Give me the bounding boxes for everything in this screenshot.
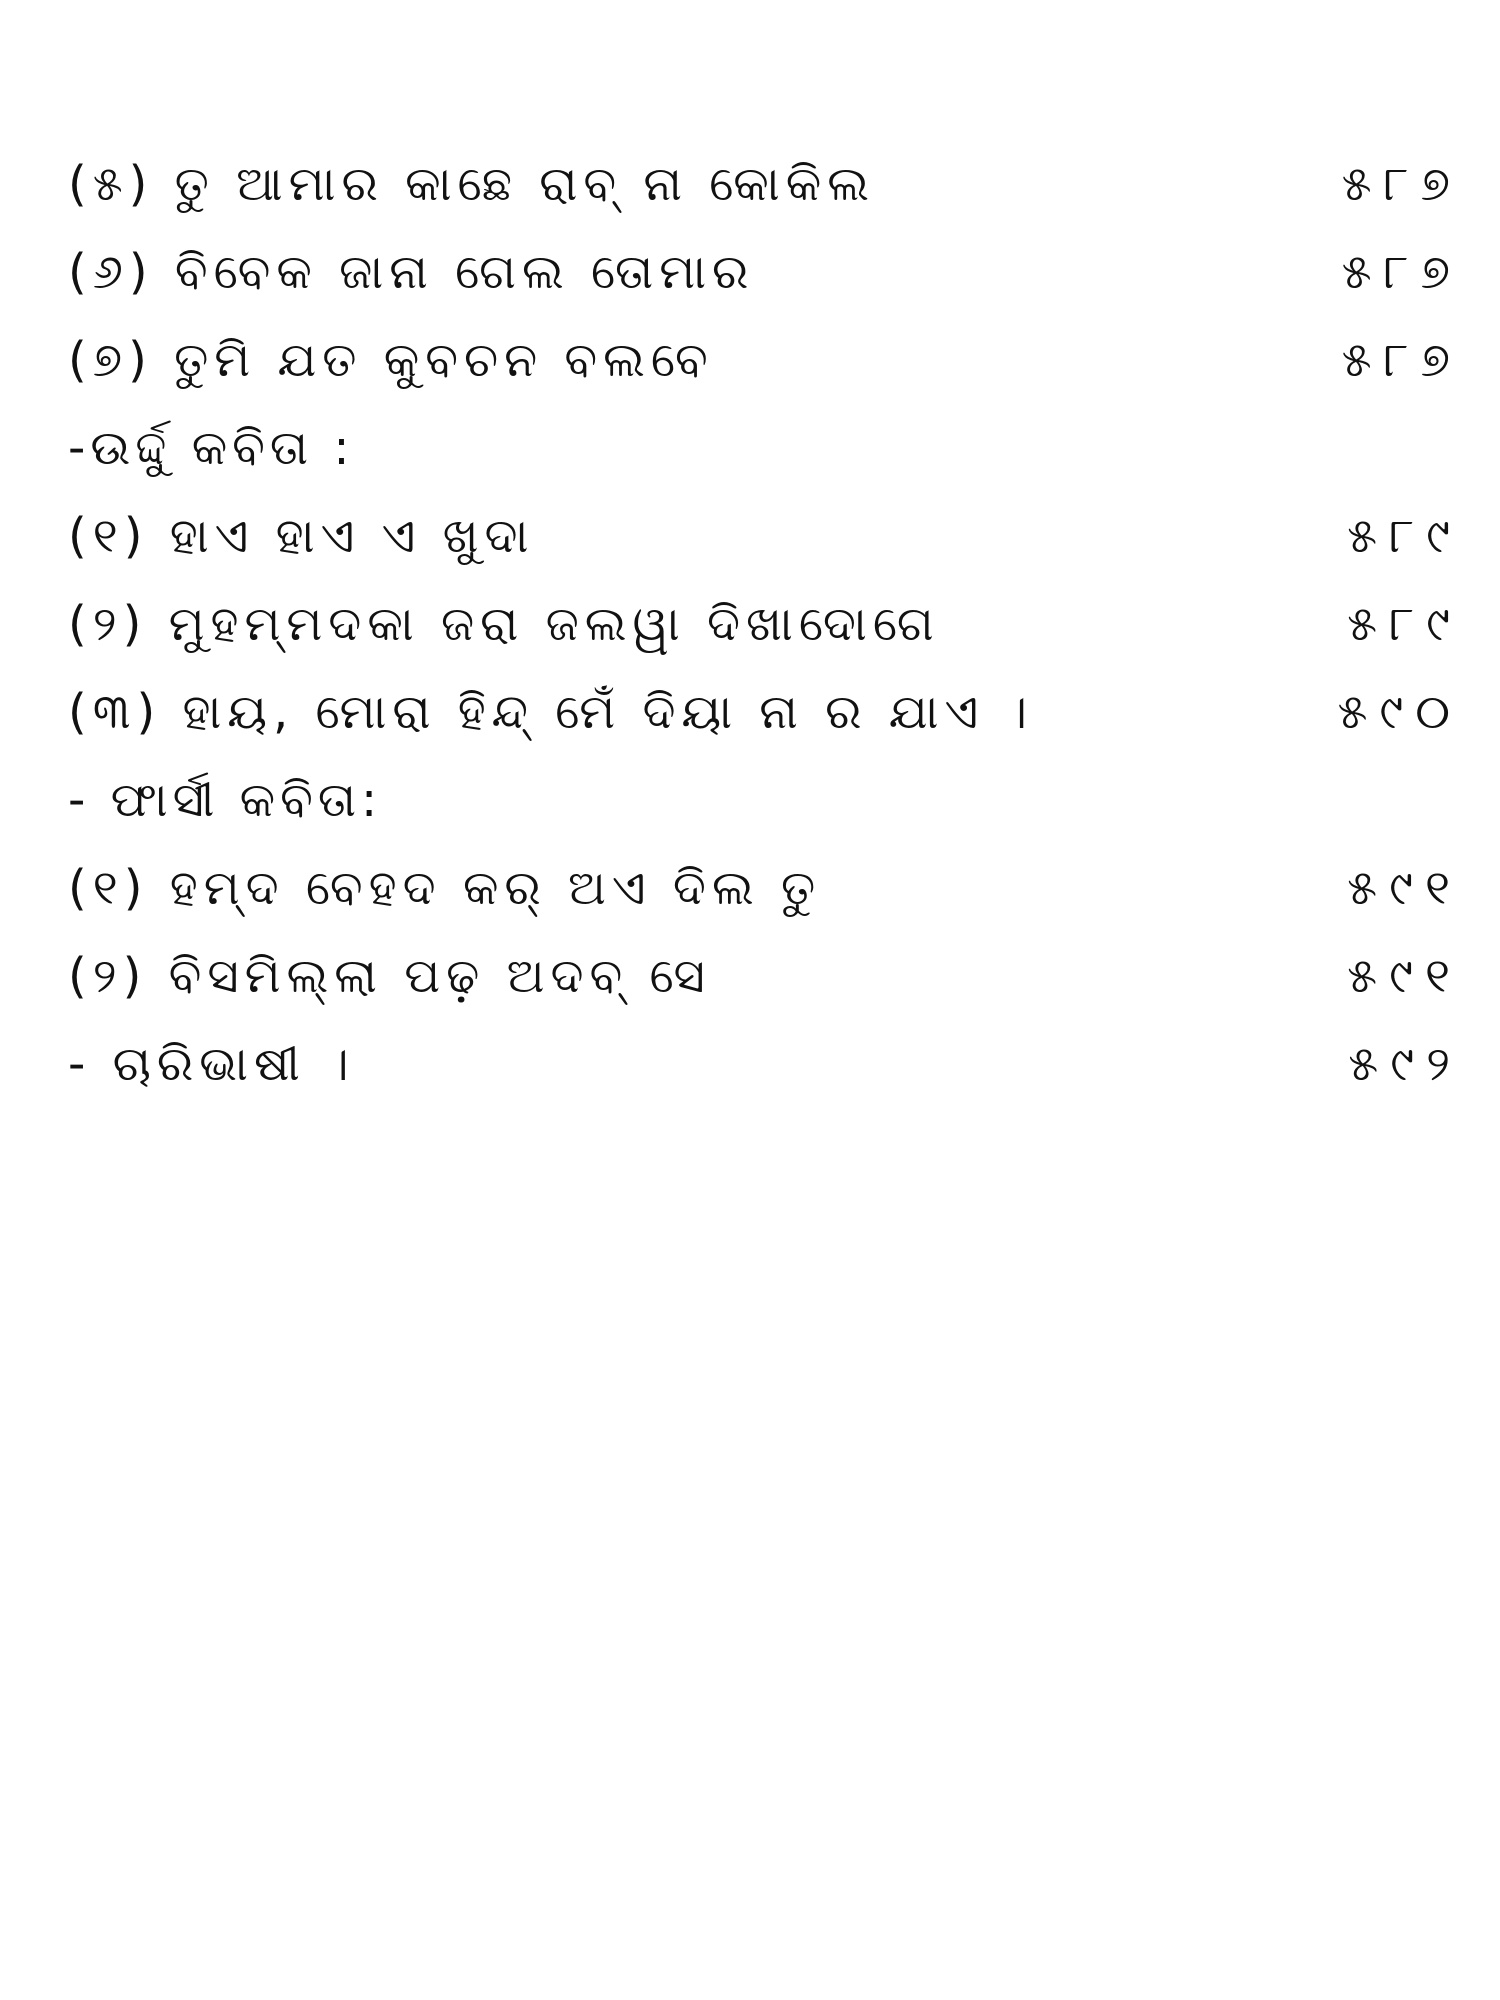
toc-entry-page: ୫୯୧	[1347, 948, 1462, 1004]
toc-section-heading	[68, 404, 1468, 492]
toc-entry	[68, 228, 1468, 316]
toc-entry-page: ୫୮୭	[1341, 332, 1462, 388]
toc-entry-title: (୨) ମୁହମ୍ମଦକା ଜରା ଜଲୱା ଦିଖାଦୋଗେ	[68, 596, 940, 652]
toc-entry-page: ୫୯୨	[1348, 1036, 1462, 1092]
toc-entry-title: (୩) ହାୟ, ମୋରା ହିନ୍ଦ୍ ମେଁ ଦିୟା ନା ର ଯାଏ ।	[68, 684, 1034, 740]
toc-entry-page: ୫୯୦	[1337, 684, 1462, 740]
toc-entry	[68, 316, 1468, 404]
toc-entry-page: ୫୮୭	[1341, 244, 1462, 300]
toc-entry	[68, 1020, 1468, 1108]
toc-entry	[68, 844, 1468, 932]
toc-entry-title: (୬) ବିବେକ ଜାନା ଗେଲ ତୋମାର	[68, 244, 755, 300]
toc-entry-title: (୫) ତୁ ଆମାର କାଛେ ରାବ୍ ନା କୋକିଲ	[68, 156, 875, 212]
toc-entry-title: - ଚାରିଭାଷୀ ।	[68, 1036, 355, 1092]
toc-entry	[68, 580, 1468, 668]
toc-entry-page: ୫୮୭	[1341, 156, 1462, 212]
toc-entry	[68, 140, 1468, 228]
toc-entry-page: ୫୮୯	[1347, 508, 1462, 564]
toc-entry-title: (୨) ବିସମିଲ୍ଲା ପଢ଼ ଅଦବ୍ ସେ	[68, 948, 711, 1004]
toc-entry	[68, 668, 1468, 756]
toc-entry	[68, 932, 1468, 1020]
toc-section-title: - ଫାର୍ସୀ କବିତା:	[68, 772, 383, 828]
toc-section-title: -ଉର୍ଦ୍ଦୁ କବିତା :	[68, 420, 355, 476]
table-of-contents	[68, 140, 1468, 1108]
toc-entry-title: (୧) ହମ୍ଦ ବେହଦ କର୍ ଅଏ ଦିଲ ତୁ	[68, 860, 822, 916]
toc-entry-page: ୫୯୧	[1347, 860, 1462, 916]
toc-entry	[68, 492, 1468, 580]
toc-entry-title: (୧) ହାଏ ହାଏ ଏ ଖୁଦା	[68, 508, 535, 564]
toc-section-heading	[68, 756, 1468, 844]
toc-entry-page: ୫୮୯	[1347, 596, 1462, 652]
toc-entry-title: (୭) ତୁମି ଯତ କୁବଚନ ବଲବେ	[68, 332, 714, 388]
